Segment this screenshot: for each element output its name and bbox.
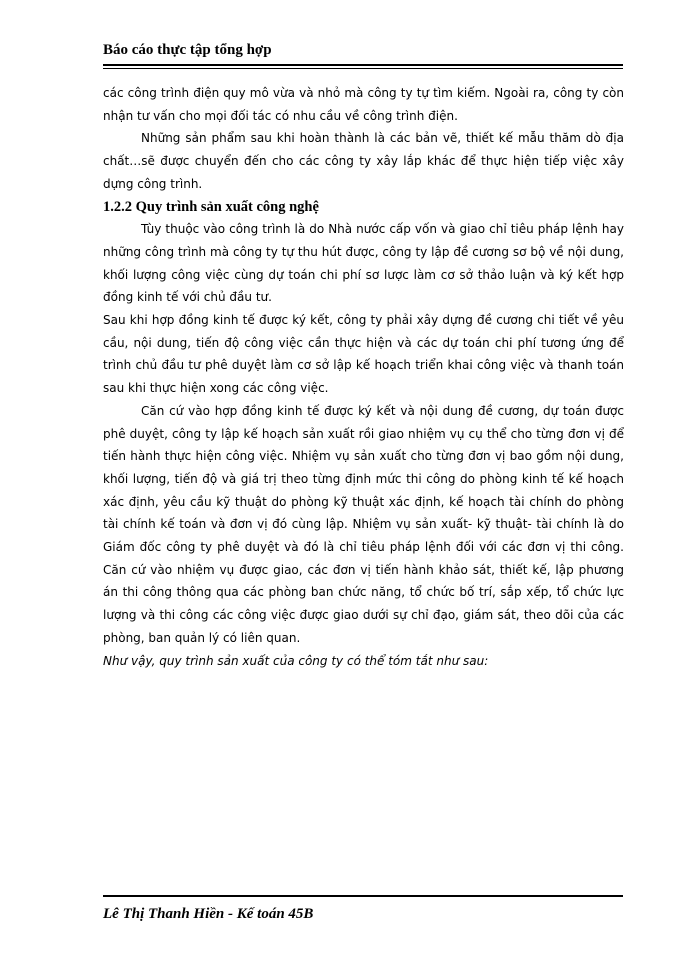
- section-heading: 1.2.2 Quy trình sản xuất công nghệ: [103, 198, 319, 215]
- paragraph: Sau khi hợp đồng kinh tế được ký kết, công ty phải xây dựng đề cương chi tiết về yêu cầu, nội dung, tiến độ công việc cần thực hiện và các dự toán chi phí tương ứng để trình chủ đầu tư phê duyệt làm cơ sở lập kế hoạch triển khai công việc và thanh toán sau khi thực hiện xong các công việc.: [103, 313, 624, 396]
- paragraph: Những sản phẩm sau khi hoàn thành là các bản vẽ, thiết kế mẫu thăm dò địa chất…sẽ được chuyển đến cho các công ty xây lắp khác để thực hiện tiếp việc xây dựng công trình.: [103, 131, 624, 191]
- document-body: [103, 82, 624, 672]
- paragraph: các công trình điện quy mô vừa và nhỏ mà công ty tự tìm kiếm. Ngoài ra, công ty còn nhận tư vấn cho mọi đối tác có nhu cầu về công trình điện.: [103, 86, 624, 123]
- footer-divider: [103, 895, 623, 897]
- summary-intro-line: Như vậy, quy trình sản xuất của công ty có thể tóm tắt như sau:: [103, 653, 489, 668]
- page-footer-author: Lê Thị Thanh Hiền - Kế toán 45B: [103, 906, 314, 922]
- page-header-title: Báo cáo thực tập tổng hợp: [103, 42, 272, 58]
- paragraph: Tùy thuộc vào công trình là do Nhà nước cấp vốn và giao chỉ tiêu pháp lệnh hay những công trình mà công ty tự thu hút được, công ty lập đề cương sơ bộ về nội dung, khối lượng công việc cùng dự toán chi phí sơ lược làm cơ sở thảo luận và ký kết hợp đồng kinh tế với chủ đầu tư.: [103, 222, 624, 305]
- paragraph: Căn cứ vào hợp đồng kinh tế được ký kết và nội dung đề cương, dự toán được phê duyệt, công ty lập kế hoạch sản xuất rồi giao nhiệm vụ cụ thể cho từng đơn vị để tiến hành thực hiện công việc. Nhiệm vụ sản xuất cho từng đơn vị bao gồm nội dung, khối lượng, tiến độ và giá trị theo từng định mức thi công do phòng kinh tế kế hoạch xác định, yêu cầu kỹ thuật do phòng kỹ thuật xác định, kế hoạch tài chính do phòng tài chính kế toán và đơn vị đó cùng lập. Nhiệm vụ sản xuất- kỹ thuật- tài chính là do Giám đốc công ty phê duyệt và đó là chỉ tiêu pháp lệnh đối với các đơn vị thi công. Căn cứ vào nhiệm vụ được giao, các đơn vị tiến hành khảo sát, thiết kế, lập phương án thi công thông qua các phòng ban chức năng, tổ chức bố trí, sắp xếp, tổ chức lực lượng và thi công các công việc được giao dưới sự chỉ đạo, giám sát, theo dõi của các phòng, ban quản lý có liên quan.: [103, 403, 624, 645]
- header-divider: [103, 64, 623, 66]
- header-divider-thin: [103, 68, 623, 69]
